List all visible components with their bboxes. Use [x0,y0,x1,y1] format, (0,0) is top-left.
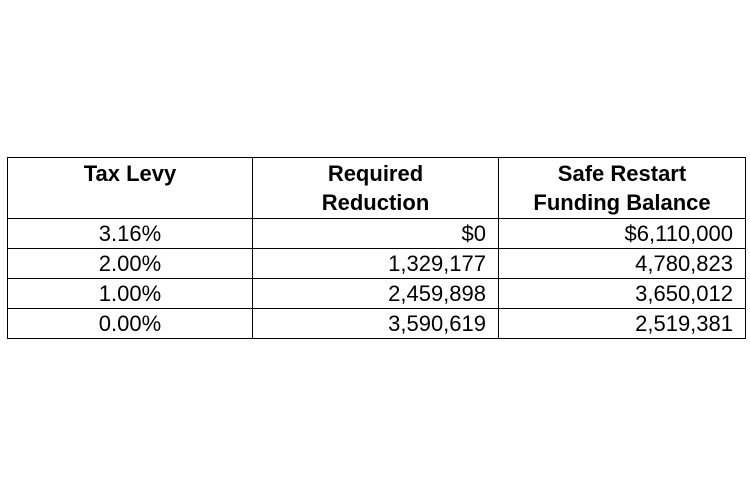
header-safe-restart-line2: Funding Balance [533,190,711,215]
table-row [8,219,746,249]
cell-safe-restart-balance: 2,519,381 [499,309,746,339]
cell-safe-restart-balance: 4,780,823 [499,249,746,279]
cell-safe-restart-balance: $6,110,000 [499,219,746,249]
cell-tax-levy: 1.00% [8,279,253,309]
tax-levy-table [7,157,746,339]
header-tax-levy-label: Tax Levy [83,161,177,186]
cell-safe-restart-balance: 3,650,012 [499,279,746,309]
header-required-reduction-line1: Required [327,161,424,186]
header-tax-levy [8,158,253,219]
header-safe-restart-balance [499,158,746,219]
cell-required-reduction: 2,459,898 [253,279,499,309]
cell-required-reduction: 3,590,619 [253,309,499,339]
table-row [8,249,746,279]
cell-tax-levy: 3.16% [8,219,253,249]
cell-tax-levy: 0.00% [8,309,253,339]
header-required-reduction-line2: Reduction [321,190,430,215]
table-row [8,279,746,309]
cell-required-reduction: 1,329,177 [253,249,499,279]
cell-required-reduction: $0 [253,219,499,249]
table-row [8,309,746,339]
header-row [8,158,746,219]
cell-tax-levy: 2.00% [8,249,253,279]
header-safe-restart-line1: Safe Restart [557,161,687,186]
header-required-reduction [253,158,499,219]
